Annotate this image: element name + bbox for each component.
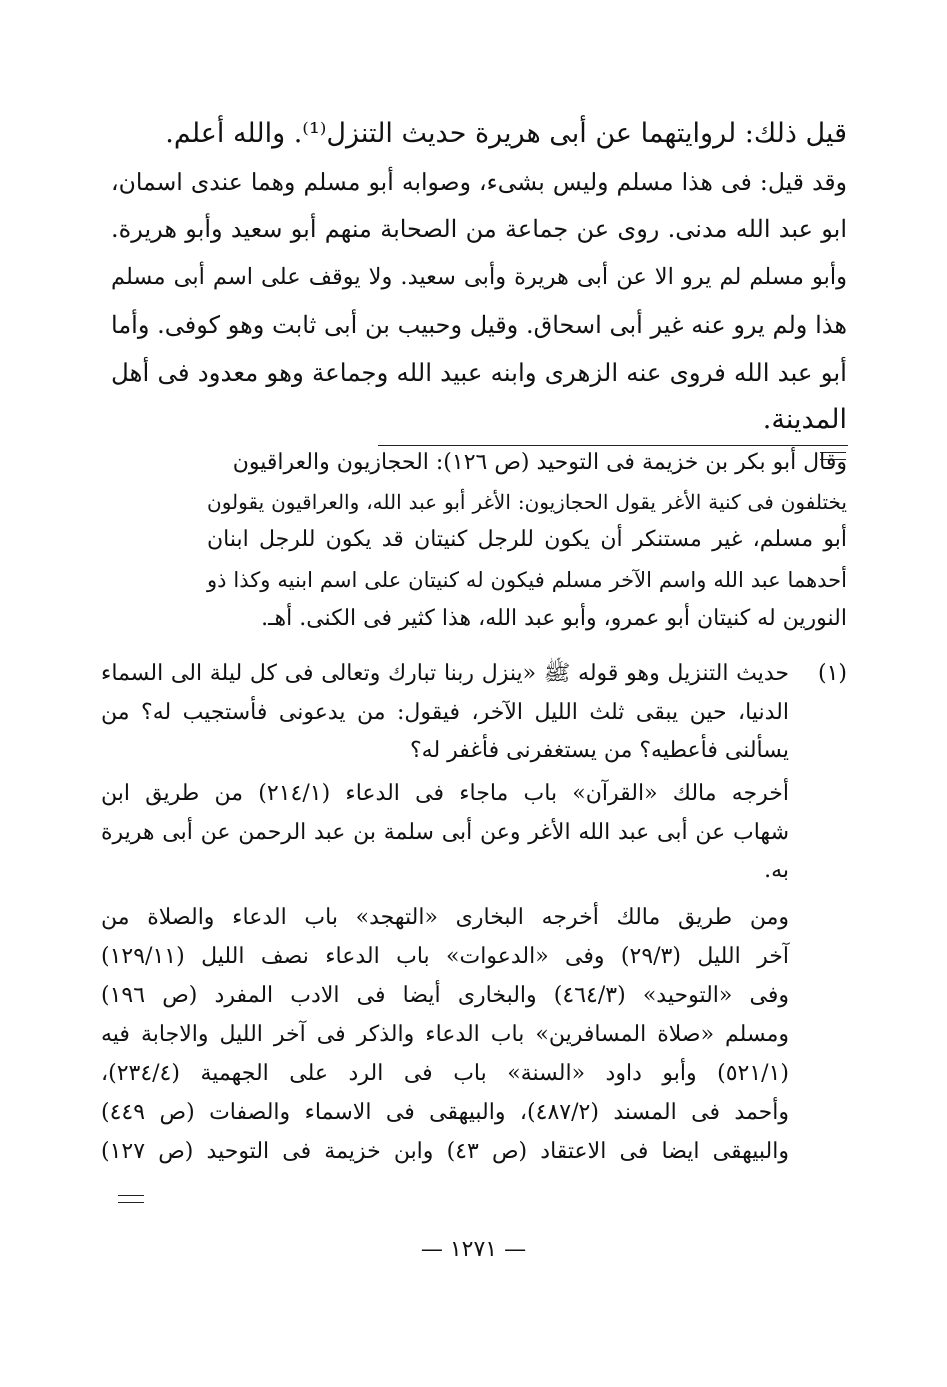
note-line: وقال أبو بكر بن خزيمة فى التوحيد (ص ١٢٦): الحجازيون والعراقيون [232, 450, 847, 475]
note-line: النورين له كنيتان أبو عمرو، وأبو عبد الله، هذا كثير فى الكنى. أهـ. [261, 606, 847, 631]
main-line: وقد قيل: فى هذا مسلم وليس بشىء، وصوابه أبو مسلم وهما عندى اسمان، [111, 168, 847, 196]
footnote-line: وأحمد فى المسند (٤٨٧/٢)، والبيهقى فى الاسماء والصفات (ص ٤٤٩) [101, 1100, 790, 1125]
main-line: أبو عبد الله فروى عنه الزهرى وابنه عبيد الله وجماعة وهو معدود فى أهل [111, 358, 847, 387]
main-line: قيل ذلك: لروايتهما عن أبى هريرة حديث التنزل⁽¹⁾. والله أعلم. [165, 118, 847, 149]
footnote-line: ومسلم «صلاة المسافرين» باب الدعاء والذكر فى آخر الليل والاجابة فيه [101, 1022, 789, 1047]
note-line: أحدهما عبد الله واسم الآخر مسلم فيكون له كنيتان على اسم ابنيه وكذا ذو [207, 568, 847, 592]
footnote-line: وفى «التوحيد» (٤٦٤/٣) والبخارى أيضا فى الادب المفرد (ص ١٩٦) [101, 983, 789, 1008]
footnote-line: ومن طريق مالك أخرجه البخارى «التهجد» باب الدعاء والصلاة من [101, 905, 789, 930]
main-line: ابو عبد الله مدنى. روى عن جماعة من الصحابة منهم أبو سعيد وأبو هريرة. [111, 215, 847, 243]
note-line: يختلفون فى كنية الأغر يقول الحجازيون: الأغر أبو عبد الله، والعراقيون يقولون [207, 490, 847, 514]
footnote-line: (٥٢١/١) وأبو داود «السنة» باب فى الرد على الجهمية (٢٣٤/٤)، [101, 1061, 789, 1086]
footnote-line: شهاب عن أبى عبد الله الأغر وعن أبى سلمة بن عبد الرحمن عن أبى هريرة [101, 820, 789, 845]
footnote-line: حديث التنزيل وهو قوله ﷺ «ينزل ربنا تبارك وتعالى فى كل ليلة الى السماء [101, 661, 789, 686]
main-line: وأبو مسلم لم يرو الا عن أبى هريرة وأبى سعيد. ولا يوقف على اسم أبى مسلم [111, 264, 847, 290]
footnote-line: به. [764, 858, 789, 883]
footnote-line: أخرجه مالك «القرآن» باب ماجاء فى الدعاء (٢١٤/١) من طريق ابن [101, 781, 789, 806]
main-line: هذا ولم يرو عنه غير أبى اسحاق. وقيل وحبيب بن أبى ثابت وهو كوفى. وأما [111, 311, 847, 339]
main-line: المدينة. [762, 404, 847, 435]
continuation-mark [118, 1195, 144, 1203]
footnote-number: (١) [817, 661, 847, 686]
footnote-line: والبيهقى ايضا فى الاعتقاد (ص ٤٣) وابن خزيمة فى التوحيد (ص ١٢٧) [101, 1139, 789, 1164]
footnote-line: يسألنى فأعطيه؟ من يستغفرنى فأغفر له؟ [409, 738, 789, 763]
note-line: أبو مسلم، غير مستنكر أن يكون للرجل كنيتان قد يكون للرجل ابنان [207, 527, 847, 552]
footnote-line: آخر الليل (٢٩/٣) وفى «الدعوات» باب الدعاء نصف الليل (١٢٩/١١) [101, 944, 789, 969]
page-number: — ١٢٧١ — [420, 1237, 527, 1262]
footnote-line: الدنيا، حين يبقى ثلث الليل الآخر، فيقول: من يدعونى فأستجيب له؟ من [101, 700, 789, 725]
